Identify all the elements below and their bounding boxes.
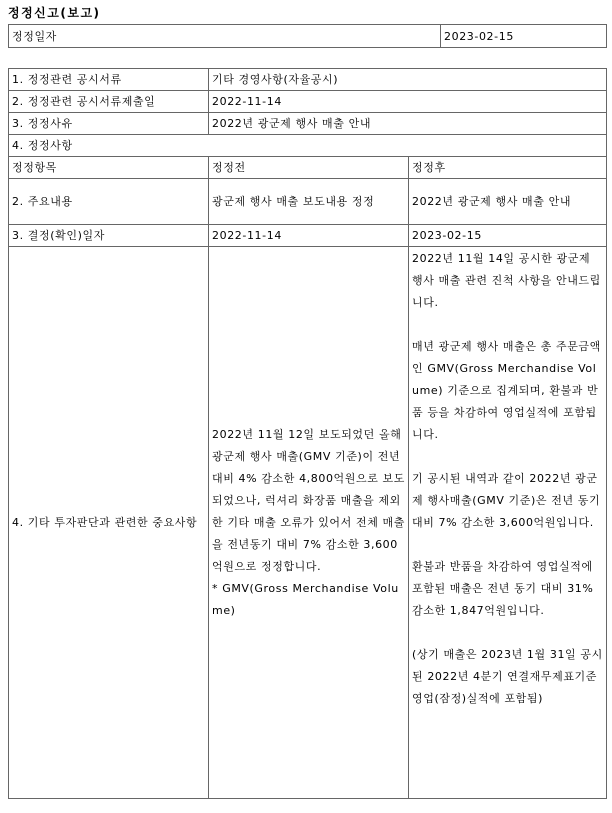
row-other-matters	[9, 247, 607, 799]
correction-date-label: 정정일자	[9, 25, 441, 48]
other-matters-before-text: 2022년 11월 12일 보도되었던 올해 광군제 행사 매출(GMV 기준)이 전년대비 4% 감소한 4,800억원으로 보도되었으나, 럭셔리 화장품 매출을 제외한 기타 매출 오류가 있어서 전체 매출을 전년동기 대비 7% 감소한 3,600억원으로 정정합니다.	[212, 428, 406, 573]
correction-date-value: 2023-02-15	[441, 25, 607, 48]
correction-items-heading: 4. 정정사항	[9, 135, 607, 157]
other-matters-before-note: * GMV(Gross Merchandise Volume)	[212, 582, 399, 617]
page-title: 정정신고(보고)	[8, 6, 101, 20]
decision-date-after: 2023-02-15	[409, 225, 607, 247]
other-matters-before	[209, 247, 409, 799]
correction-date-table	[8, 24, 607, 48]
column-header-before: 정정전	[209, 157, 409, 179]
correction-detail-table	[8, 68, 607, 799]
related-document-label: 1. 정정관련 공시서류	[9, 69, 209, 91]
after-paragraph-4: 환불과 반품을 차감하여 영업실적에 포함된 매출은 전년 동기 대비 31% 감소한 1,847억원입니다.	[412, 560, 594, 617]
other-matters-after	[409, 247, 607, 799]
row-submission-date	[9, 91, 607, 113]
submission-date-label: 2. 정정관련 공시서류제출일	[9, 91, 209, 113]
after-paragraph-2: 매년 광군제 행사 매출은 총 주문금액인 GMV(Gross Merchandise Volume) 기준으로 집계되며, 환불과 반품 등을 차감하여 영업실적에 포함됩니다.	[412, 340, 601, 441]
row-correction-reason	[9, 113, 607, 135]
main-content-after: 2022년 광군제 행사 매출 안내	[409, 179, 607, 225]
after-paragraph-3: 기 공시된 내역과 같이 2022년 광군제 행사매출(GMV 기준)은 전년 동기 대비 7% 감소한 3,600억원입니다.	[412, 472, 601, 529]
correction-reason-value: 2022년 광군제 행사 매출 안내	[209, 113, 607, 135]
row-correction-items-heading	[9, 135, 607, 157]
column-header-after: 정정후	[409, 157, 607, 179]
decision-date-label: 3. 결정(확인)일자	[9, 225, 209, 247]
main-content-label: 2. 주요내용	[9, 179, 209, 225]
after-paragraph-5: (상기 매출은 2023년 1월 31일 공시된 2022년 4분기 연결재무제표기준 영업(잠정)실적에 포함됨)	[412, 648, 603, 705]
correction-reason-label: 3. 정정사유	[9, 113, 209, 135]
decision-date-before: 2022-11-14	[209, 225, 409, 247]
row-main-content	[9, 179, 607, 225]
submission-date-value: 2022-11-14	[209, 91, 607, 113]
related-document-value: 기타 경영사항(자율공시)	[209, 69, 607, 91]
main-content-before: 광군제 행사 매출 보도내용 정정	[209, 179, 409, 225]
correction-date-row	[9, 25, 607, 48]
row-decision-date	[9, 225, 607, 247]
column-header-item: 정정항목	[9, 157, 209, 179]
after-paragraph-1: 2022년 11월 14일 공시한 광군제 행사 매출 관련 진척 사항을 안내드립니다.	[412, 252, 601, 309]
row-related-document	[9, 69, 607, 91]
row-column-headers	[9, 157, 607, 179]
other-matters-label: 4. 기타 투자판단과 관련한 중요사항	[9, 247, 209, 799]
